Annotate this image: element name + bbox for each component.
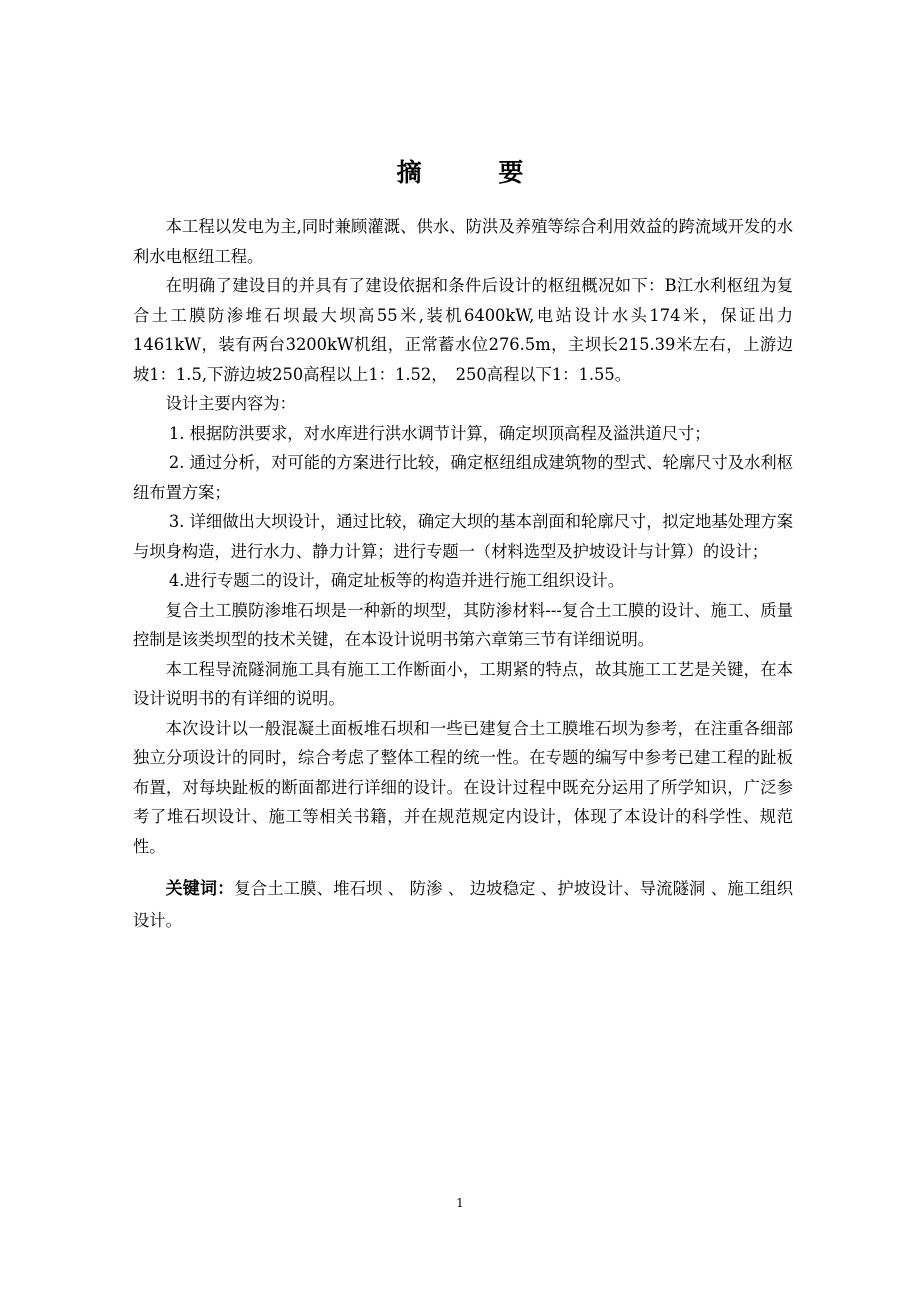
abstract-paragraph-geomembrane: 复合土工膜防渗堆石坝是一种新的坝型，其防渗材料---复合土工膜的设计、施工、质量控制是该类坝型的技术关键，在本设计说明书第六章第三节有详细说明。 [133, 600, 793, 649]
abstract-list-item-4: 4.进行专题二的设计，确定址板等的构造并进行施工组织设计。 [168, 571, 624, 590]
abstract-list-item-2: 2. 通过分析，对可能的方案进行比较，确定枢纽组成建筑物的型式、轮廓尺寸及水利枢纽布置方案； [133, 453, 793, 502]
abstract-paragraph-summary: 本次设计以一般混凝土面板堆石坝和一些已建复合土工膜堆石坝为参考，在注重各细部独立分项设计的同时，综合考虑了整体工程的统一性。在专题的编写中参考已建工程的趾板布置，对每块趾板的断面都进行详细的设计。在设计过程中既充分运用了所学知识，广泛参考了堆石坝设计、施工等相关书籍，并在规范规定内设计，体现了本设计的科学性、规范性。 [133, 718, 793, 856]
abstract-paragraph-intro: 本工程以发电为主,同时兼顾灌溉、供水、防洪及养殖等综合利用效益的跨流域开发的水利水电枢纽工程。 [133, 217, 793, 266]
abstract-paragraph-contents-heading: 设计主要内容为： [165, 394, 296, 413]
keywords-label: 关键词： [165, 879, 235, 899]
keywords-line [133, 873, 793, 937]
abstract-list-item-1: 1. 根据防洪要求，对水库进行洪水调节计算，确定坝顶高程及溢洪道尺寸； [168, 423, 711, 443]
page-title: 摘 要 [396, 158, 558, 187]
page-number: 1 [456, 1196, 464, 1210]
abstract-list-item-3: 3. 详细做出大坝设计，通过比较，确定大坝的基本剖面和轮廓尺寸，拟定地基处理方案与坝身构造，进行水力、静力计算；进行专题一（材料选型及护坡设计与计算）的设计； [133, 512, 793, 561]
abstract-paragraph-overview: 在明确了建设目的并具有了建设依据和条件后设计的枢纽概况如下：B江水利枢纽为复合土工膜防渗堆石坝最大坝高55米,装机6400kW,电站设计水头174米，保证出力1461kW，装有两台3200kW机组，正常蓄水位276.5m，主坝长215.39米左右，上游边坡1：1.5,下游边坡250高程以上1：1.52， 250高程以下1：1.55。 [133, 276, 793, 384]
abstract-body [133, 212, 793, 937]
abstract-paragraph-tunnel: 本工程导流隧洞施工具有施工工作断面小，工期紧的特点，故其施工工艺是关键，在本设计说明书的有详细的说明。 [133, 659, 793, 708]
keywords-text: 复合土工膜、堆石坝 、 防渗 、 边坡稳定 、护坡设计、导流隧洞 、施工组织设计。 [133, 879, 793, 930]
